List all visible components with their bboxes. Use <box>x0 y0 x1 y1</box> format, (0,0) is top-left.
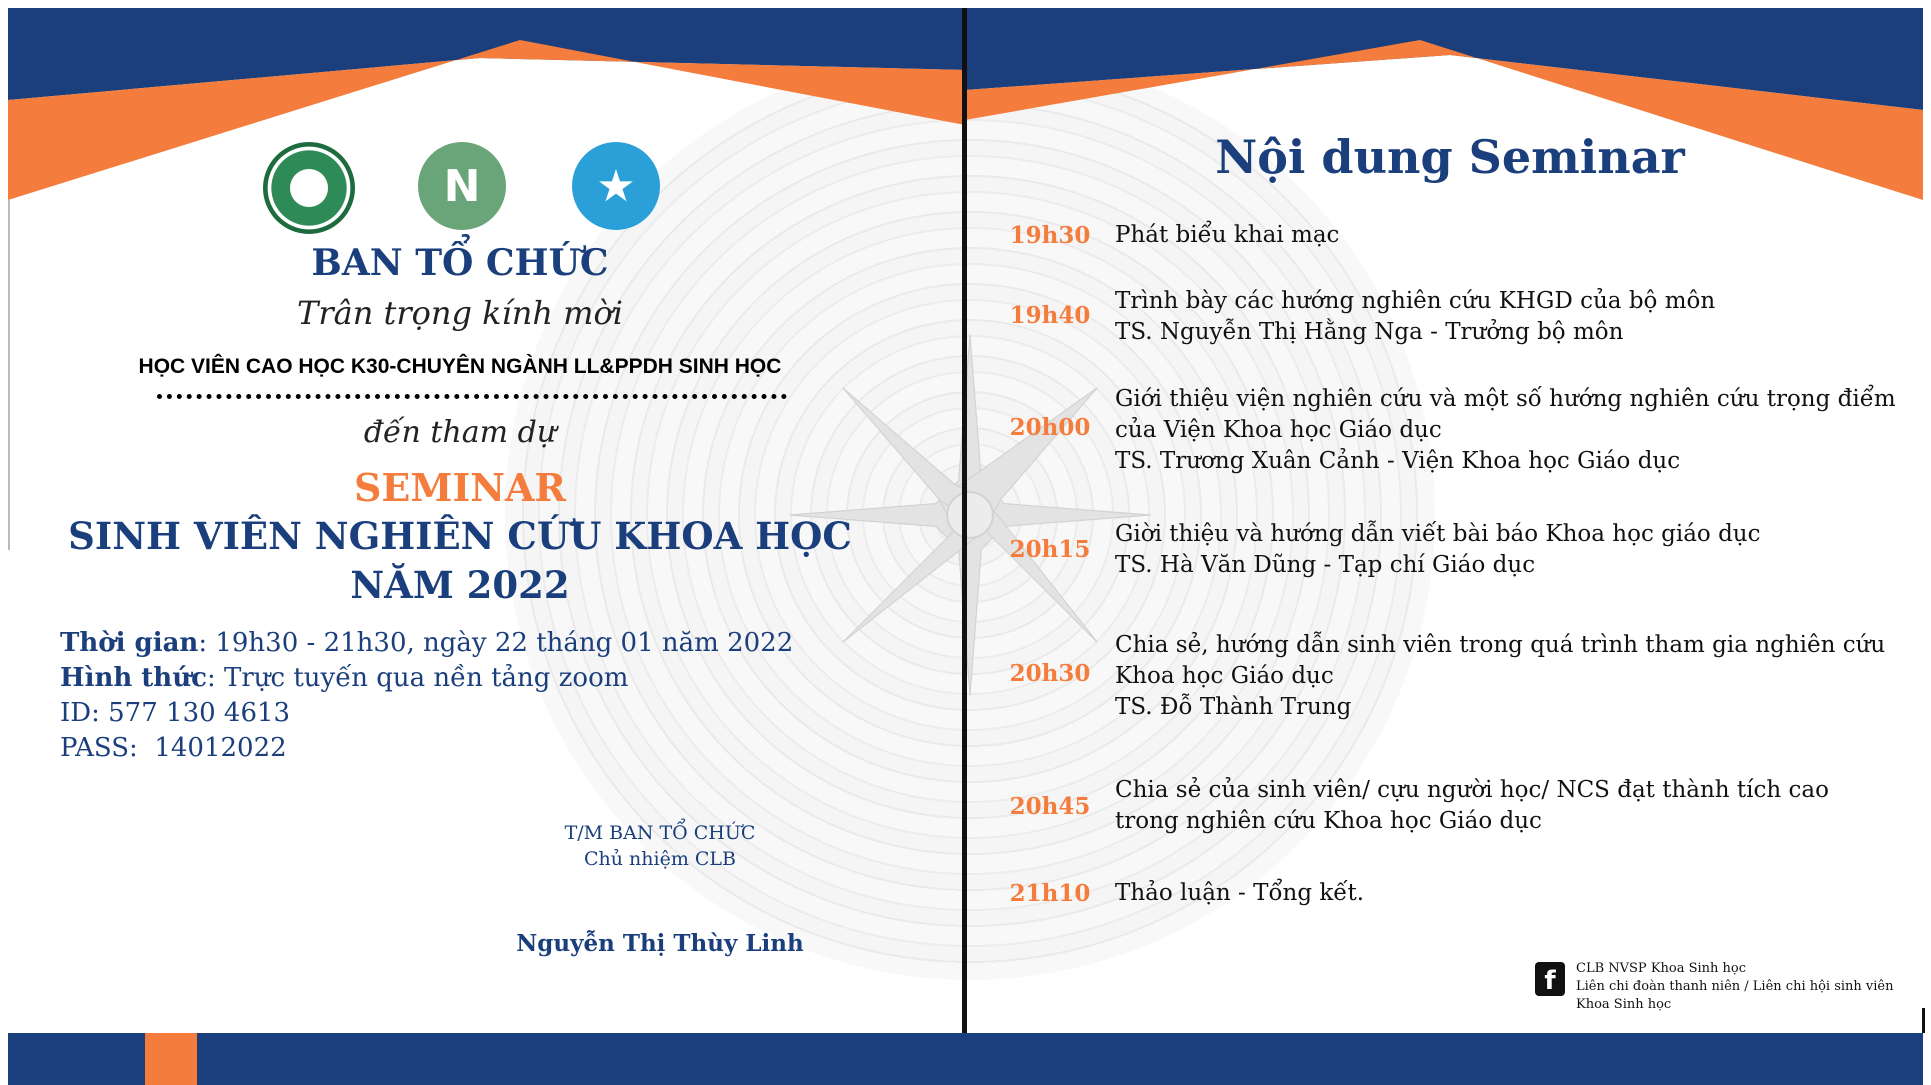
slot-time: 20h45 <box>1009 793 1091 820</box>
footer-band <box>8 1033 1923 1085</box>
format-row <box>60 661 793 696</box>
zoom-id: ID: 577 130 4613 <box>60 698 291 728</box>
slot-line: Trình bày các hướng nghiên cứu KHGD của bộ môn <box>1115 288 1716 314</box>
slot-line: Giới thiệu viện nghiên cứu và một số hướng nghiên cứu trọng điểm <box>1115 386 1896 412</box>
slot-line: Khoa học Giáo dục <box>1115 663 1334 689</box>
attend-line: đến tham dự <box>363 415 557 450</box>
left-edge-line <box>8 200 10 550</box>
slot-line: Chia sẻ, hướng dẫn sinh viên trong quá trình tham gia nghiên cứu <box>1115 632 1886 658</box>
invite-line: Trân trọng kính mời <box>296 294 624 332</box>
slot-description <box>1115 519 1905 581</box>
slot-line: TS. Đỗ Thành Trung <box>1115 694 1352 720</box>
slot-description <box>1115 220 1905 251</box>
slot-time: 20h00 <box>1009 414 1091 441</box>
time-row <box>60 626 793 661</box>
slot-description <box>1115 286 1905 348</box>
program-title: Nội dung Seminar <box>1215 130 1685 184</box>
seminar-word: SEMINAR <box>353 465 567 510</box>
slot-time: 20h30 <box>1009 660 1091 687</box>
slot-description <box>1115 878 1905 909</box>
club-logo <box>418 142 506 230</box>
time-value: : 19h30 - 21h30, ngày 22 tháng 01 năm 2022 <box>198 628 794 658</box>
slot-line: Chia sẻ của sinh viên/ cựu người học/ NCS đạt thành tích cao <box>1115 777 1829 803</box>
slot-line: của Viện Khoa học Giáo dục <box>1115 417 1442 443</box>
slot-line: Phát biểu khai mạc <box>1115 222 1340 248</box>
club-sub2: Khoa Sinh học <box>1576 997 1672 1012</box>
slot-line: TS. Nguyễn Thị Hằng Nga - Trưởng bộ môn <box>1115 319 1624 345</box>
format-label: Hình thức <box>60 663 207 693</box>
slot-description <box>1115 384 1905 477</box>
signature-role: Chủ nhiệm CLB <box>583 848 737 870</box>
slot-time: 21h10 <box>1009 880 1091 907</box>
format-value: : Trực tuyến qua nền tảng zoom <box>206 663 629 693</box>
student-association-star: ★ <box>596 160 636 212</box>
signer-name: Nguyễn Thị Thùy Linh <box>516 930 804 957</box>
slot-line: Thảo luận - Tổng kết. <box>1115 880 1365 906</box>
signature-title: T/M BAN TỔ CHỨC <box>564 822 756 844</box>
vertical-divider <box>962 8 967 1033</box>
slot-time: 19h40 <box>1009 302 1091 329</box>
time-label: Thời gian <box>60 628 199 658</box>
organizer-heading: BAN TỔ CHỨC <box>311 242 609 284</box>
slot-time: 19h30 <box>1009 222 1091 249</box>
club-info <box>1576 960 1894 1014</box>
club-sub: Liên chi đoàn thanh niên / Liên chi hội sinh viên <box>1576 979 1894 994</box>
slot-line: TS. Hà Văn Dũng - Tạp chí Giáo dục <box>1115 552 1536 578</box>
biology-faculty-logo <box>263 142 355 234</box>
dotted-fill-line <box>157 394 787 399</box>
slot-description <box>1115 775 1905 837</box>
slot-line: trong nghiên cứu Khoa học Giáo dục <box>1115 808 1542 834</box>
slot-time: 20h15 <box>1009 536 1091 563</box>
right-edge-line <box>1922 1008 1925 1033</box>
event-title: SINH VIÊN NGHIÊN CỨU KHOA HỌC NĂM 2022 <box>68 514 852 607</box>
slot-line: Giời thiệu và hướng dẫn viết bài báo Khoa học giáo dục <box>1115 521 1761 547</box>
slot-description <box>1115 630 1905 723</box>
footer-accent <box>145 1033 197 1085</box>
facebook-icon: f <box>1535 962 1565 996</box>
club-name: CLB NVSP Khoa Sinh học <box>1576 961 1747 976</box>
zoom-pass: PASS: 14012022 <box>60 733 287 763</box>
slot-line: TS. Trương Xuân Cảnh - Viện Khoa học Giáo dục <box>1115 448 1681 474</box>
student-association-logo <box>572 142 660 230</box>
event-details <box>60 626 793 766</box>
club-logo-glyph: N <box>443 160 481 212</box>
invitee-line: HỌC VIÊN CAO HỌC K30-CHUYÊN NGÀNH LL&PPDH SINH HỌC <box>138 355 782 378</box>
